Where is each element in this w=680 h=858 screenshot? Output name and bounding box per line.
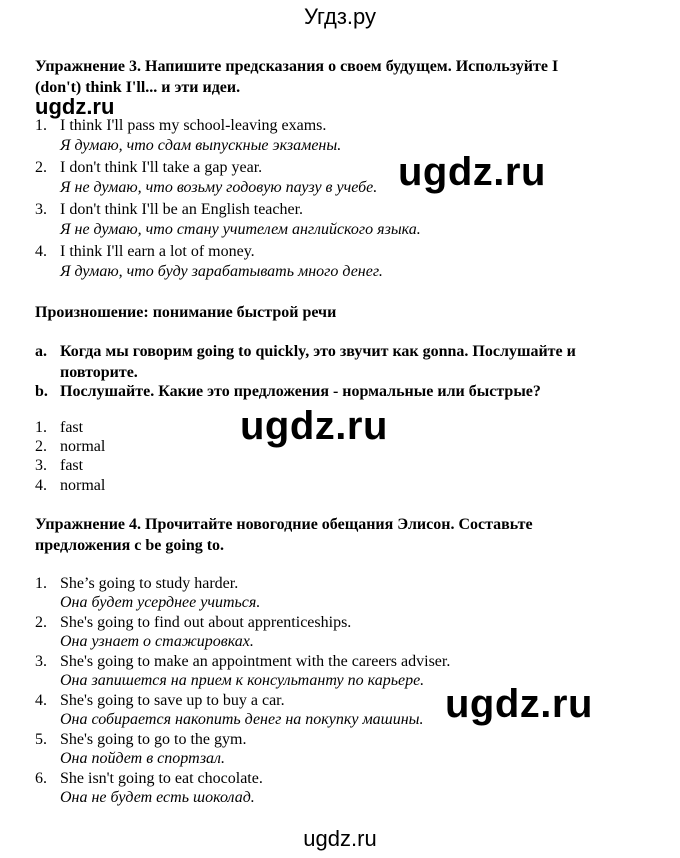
item-translation: Я не думаю, что возьму годовую паузу в учебе. bbox=[60, 179, 378, 196]
task-b bbox=[35, 381, 541, 402]
list-item bbox=[35, 116, 326, 136]
item-translation: Она не будет есть шоколад. bbox=[60, 789, 255, 806]
item-number: 1. bbox=[35, 575, 47, 592]
list-item bbox=[35, 613, 351, 633]
item-text: She's going to go to the gym. bbox=[60, 731, 247, 748]
item-text: I don't think I'll be an English teacher. bbox=[60, 201, 304, 218]
exercise3-heading-line2: (don't) think I'll... и эти идеи. bbox=[35, 79, 241, 96]
answer-text: normal bbox=[60, 477, 106, 494]
list-item bbox=[35, 652, 450, 672]
item-number: 2. bbox=[35, 614, 47, 631]
site-title: Угдз.ру bbox=[303, 4, 377, 29]
item-translation: Она узнает о стажировках. bbox=[60, 633, 254, 650]
item-text: She's going to find out about apprenticeships. bbox=[60, 614, 352, 631]
item-number: 4. bbox=[35, 477, 47, 494]
item-number: 4. bbox=[35, 243, 47, 260]
list-item bbox=[35, 574, 238, 594]
item-translation: Она пойдет в спортзал. bbox=[60, 750, 226, 767]
exercise3-heading-line1: Упражнение 3. Напишите предсказания о своем будущем. Используйте I bbox=[35, 58, 559, 75]
item-number: 4. bbox=[35, 692, 47, 709]
exercise4-heading-line2: предложения с be going to. bbox=[35, 537, 225, 554]
list-item bbox=[35, 691, 285, 711]
item-translation: Я не думаю, что стану учителем английского языка. bbox=[60, 221, 421, 238]
task-text: Послушайте. Какие это предложения - нормальные или быстрые? bbox=[60, 383, 541, 400]
list-item bbox=[35, 158, 262, 178]
list-item bbox=[35, 200, 303, 220]
item-number: 3. bbox=[35, 457, 47, 474]
list-item bbox=[35, 730, 246, 750]
task-a-continued: повторите. bbox=[60, 364, 138, 381]
item-translation: Она будет усерднее учиться. bbox=[60, 594, 261, 611]
answer-text: normal bbox=[60, 438, 106, 455]
exercise4-heading-line1: Упражнение 4. Прочитайте новогодние обещания Элисон. Составьте bbox=[35, 516, 533, 533]
task-a bbox=[35, 341, 576, 362]
item-number: 2. bbox=[35, 159, 47, 176]
item-text: She's going to save up to buy a car. bbox=[60, 692, 285, 709]
item-number: 1. bbox=[35, 419, 47, 436]
footer-site-name: ugdz.ru bbox=[303, 826, 377, 851]
answer-item bbox=[35, 418, 83, 438]
list-item bbox=[35, 242, 255, 262]
item-translation: Она собирается накопить денег на покупку машины. bbox=[60, 711, 424, 728]
item-text: I don't think I'll take a gap year. bbox=[60, 159, 263, 176]
watermark: ugdz.ru bbox=[398, 150, 546, 194]
item-number: 5. bbox=[35, 731, 47, 748]
item-text: I think I'll earn a lot of money. bbox=[60, 243, 255, 260]
answer-item bbox=[35, 476, 105, 496]
answer-item bbox=[35, 437, 105, 457]
item-number: 3. bbox=[35, 201, 47, 218]
item-number: 2. bbox=[35, 438, 47, 455]
item-text: I think I'll pass my school-leaving exams. bbox=[60, 117, 327, 134]
watermark: ugdz.ru bbox=[240, 404, 388, 448]
item-number: 1. bbox=[35, 117, 47, 134]
task-label: b. bbox=[35, 383, 48, 400]
watermark: ugdz.ru bbox=[35, 94, 115, 119]
list-item bbox=[35, 769, 263, 789]
answer-text: fast bbox=[60, 457, 84, 474]
task-text: Когда мы говорим going to quickly, это звучит как gonna. Послушайте и bbox=[60, 343, 576, 360]
pronunciation-heading: Произношение: понимание быстрой речи bbox=[35, 304, 337, 321]
task-label: a. bbox=[35, 343, 47, 360]
item-translation: Она запишется на прием к консультанту по карьере. bbox=[60, 672, 425, 689]
item-text: She's going to make an appointment with the careers adviser. bbox=[60, 653, 451, 670]
answer-item bbox=[35, 456, 83, 476]
item-text: She’s going to study harder. bbox=[60, 575, 239, 592]
item-text: She isn't going to eat chocolate. bbox=[60, 770, 263, 787]
watermark: ugdz.ru bbox=[445, 682, 593, 726]
item-number: 6. bbox=[35, 770, 47, 787]
answer-text: fast bbox=[60, 419, 84, 436]
item-translation: Я думаю, что буду зарабатывать много денег. bbox=[60, 263, 383, 280]
item-translation: Я думаю, что сдам выпускные экзамены. bbox=[60, 137, 342, 154]
item-number: 3. bbox=[35, 653, 47, 670]
